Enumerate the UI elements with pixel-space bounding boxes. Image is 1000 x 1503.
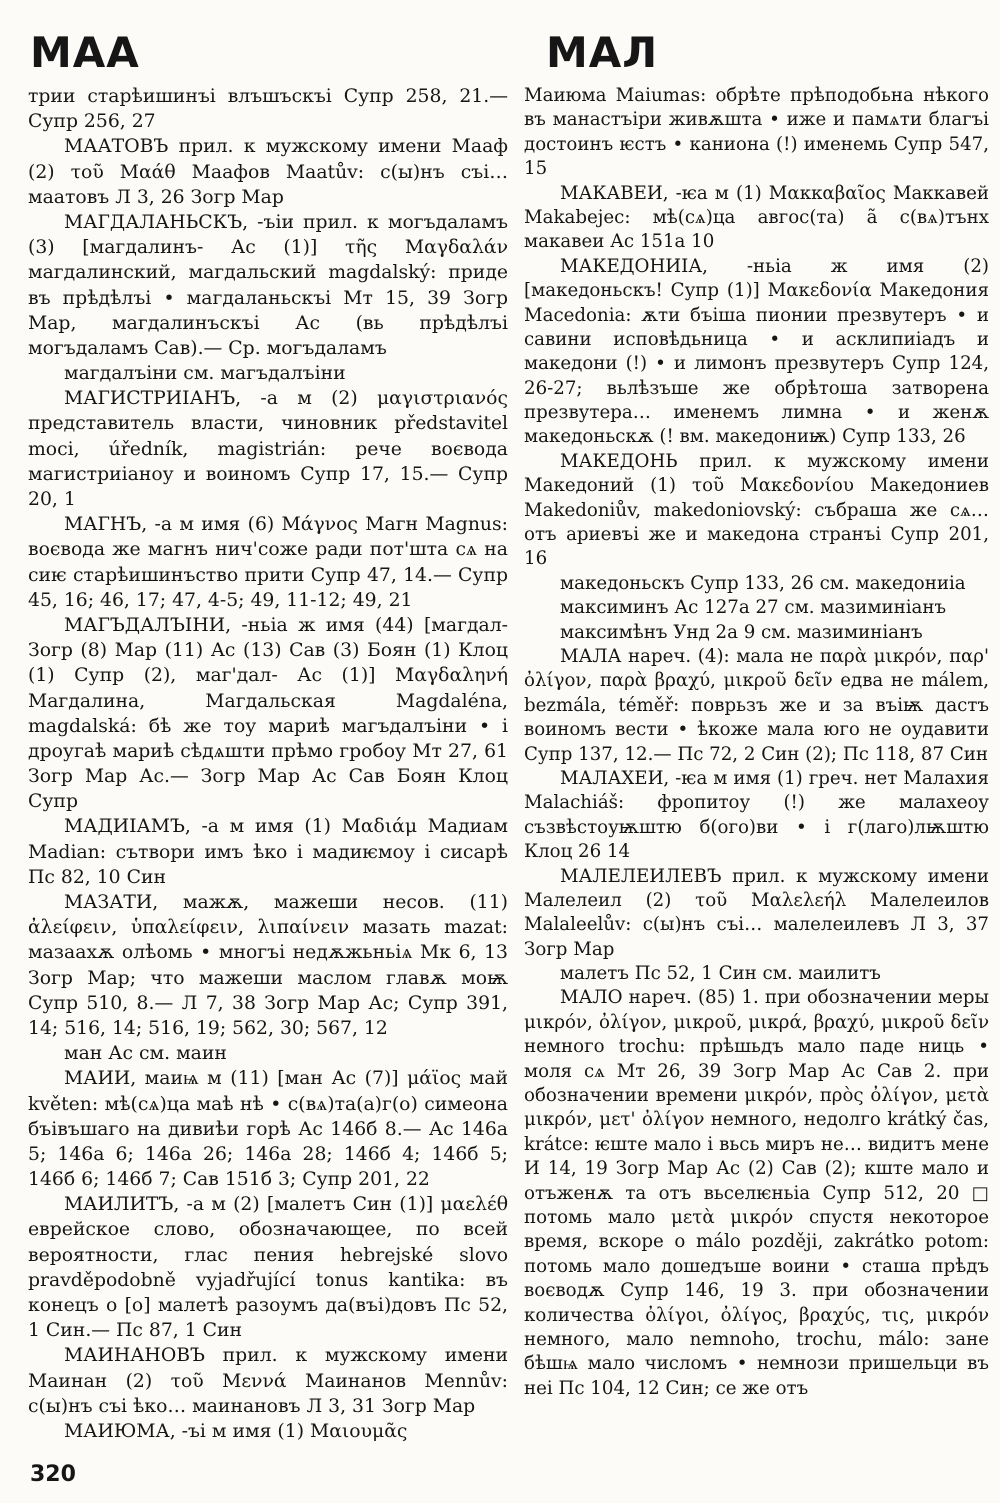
left-column: [28, 84, 508, 1444]
running-header-left: МАА: [30, 28, 140, 77]
dictionary-entry: максимѣнъ Унд 2а 9 см. мазиминіанъ: [560, 621, 923, 643]
dictionary-entry: МАИИ, маиѩ м (11) [ман Ас (7)] μάϊος май květen: мѣ(сѧ)ца маѣ нѣ • с(вѧ)та(а)г(о) симеона бъівъшаго на дивиѣи горѣ Ас 146б 8.— Ас 146а 5; 146а 6; 146а 26; 146а 28; 146б 4; 146б 5; 146б 6; 146б 7; Сав 151б 3; Супр 201, 22: [28, 1068, 508, 1191]
dictionary-entry: малетъ Пс 52, 1 Син см. маилитъ: [560, 963, 881, 985]
dictionary-entry: МАКЕДОНЬ прил. к мужскому имени Македоний (1) τοῦ Μακεδονίου Македониев Makedoniův, makedoniovský: събраша же сѧ… отъ ариевъі же и македона странъі Супр 201, 16: [524, 450, 989, 570]
page-number: 320: [30, 1462, 76, 1487]
dictionary-entry: МАЛАХЕИ, -ѥа м имя (1) греч. нет Малахия Malachiáš: фропитоу (!) же малахеоу съзвѣстоуѭштю б(ого)ви • і г(лаго)лѭштю Клоц 26 14: [524, 767, 989, 863]
dictionary-entry: максиминъ Ас 127а 27 см. мазиминіанъ: [560, 597, 947, 619]
running-header-right: МАЛ: [546, 28, 659, 77]
dictionary-entry: МАЛА нареч. (4): мала не παρὰ μικρόν, παρ' ὀλίγον, παρὰ βραχύ, μικροῦ δεῖν едва не málem, bezmála, téměř: поврьзъ же и за въіѭ дастъ воиномъ вести • ѣкоже мала юго не оудавити Супр 137, 12.— Пс 72, 2 Син (2); Пс 118, 87 Син: [524, 645, 989, 765]
dictionary-entry: МАКАВЕИ, -ѥа м (1) Μακκαβαῖος Маккавей Makabejec: мѣ(сѧ)ца авгос(та) а̃ с(вѧ)тънх макавеи Ас 151а 10: [524, 182, 989, 253]
dictionary-entry: МАЛЕЛЕИЛЕВЪ прил. к мужскому имени Малелеил (2) τοῦ Μαλελεήλ Малелеилов Malaleelův: с(ы)нъ съі… малелеилевъ Л 3, 37 Зогр Мар: [524, 865, 989, 960]
dictionary-entry: македоньскъ Супр 133, 26 см. македониіа: [560, 572, 966, 594]
dictionary-entry: МАГНЪ, -а м имя (6) Μάγνος Магн Magnus: воєвода же магнъ нич'соже ради пот'шта сѧ на сиѥ старѣишинъство прити Супр 47, 14.— Супр 45, 16; 46, 17; 47, 4-5; 49, 11-12; 49, 21: [28, 514, 508, 611]
dictionary-entry: МАКЕДОНИІА, -ньіа ж имя (2) [македоньскъ! Супр (1)] Μακεδονία Македония Macedonia: ѫти бъіша пионии презвутеръ • и савини исповѣдьница • и асклипиіадъ и македони (!) • и лимонъ презвутеръ Супр 124, 26-27; вьлѣзъше же обрѣтоша затворена презвутера… именемъ лимна • и женѫ македоньскѫ (! вм. македониѭ) Супр 133, 26: [524, 255, 989, 448]
dictionary-entry: ман Ас см. маин: [64, 1043, 227, 1065]
dictionary-entry: МАЗАТИ, мажѫ, мажеши несов. (11) ἀλείφειν, ὑπαλείφειν, λιπαίνειν мазать mazat: мазаахѫ олѣомь • многъі недѫжьньіѧ Мк 6, 13 Зогр Мар; что мажеши маслом главѫ моѭ Супр 510, 8.— Л 7, 38 Зогр Мар Ас; Супр 391, 14; 516, 14; 516, 19; 562, 30; 567, 12: [28, 892, 508, 1039]
right-column: [524, 84, 989, 1401]
dictionary-entry: Маиюма Maiumas: обрѣте прѣподобьна нѣкого въ манастъіри живѫшта • иже и памѧти благъі достоинъ ѥстъ • каниона (!) именемь Супр 547, 15: [524, 85, 989, 180]
dictionary-entry: МАЛО нареч. (85) 1. при обозначении меры μικρόν, ὀλίγον, μικροῦ, μικρά, βραχύ, μικροῦ δεῖν немного trochu: прѣшьдъ мало паде ниць • моля сѧ Мт 26, 39 Зогр Мар Ас Сав 2. при обозначении времени μικρόν, πρὸς ὀλίγον, μετὰ μικρόν, μετ' ὀλίγον немного, недолго krátký čas, krátce: ѥште мало і вьсь миръ не… видитъ мене И 14, 19 Зогр Мар Ас (2) Сав (2); кште мало и отъженѫ та отъ вьселѥньіа Супр 512, 20 □ потомь мало μετὰ μικρόν спустя некоторое время, вскоре о málo později, zakrátko potom: потомь мало дошедъше воини • сташа прѣдъ воєводѫ Супр 146, 19 3. при обозначении количества ὀλίγοι, ὀλίγος, βραχύς, τις, μικρόν немного, мало nemnoho, trochu, málo: зане бѣшѩ мало числомъ • немнози пришельци въ неі Пс 104, 12 Син; се же отъ: [524, 987, 989, 1399]
dictionary-entry: МАИЛИТЪ, -а м (2) [малетъ Син (1)] μαελέθ еврейское слово, обозначающее, по всей вероятности, глас пения hebrejské slovo pravděpodobně vyjadřující tonus kantika: въ конецъ о [о] малетѣ разоумъ да(въі)довъ Пс 52, 1 Син.— Пс 87, 1 Син: [28, 1194, 508, 1342]
dictionary-entry: МАГДАЛАНЬСКЪ, -ъіи прил. к могъдаламъ (3) [магдалинъ- Ас (1)] τῆς Μαγδαλάν магдалинский, магдальский magdalský: приде въ прѣдѣлъі • магдаланьскъі Мт 15, 39 Зогр Мар, магдалинъскъі Ас (вь прѣдѣлъі могъдаламъ Сав).— Ср. могъдаламъ: [28, 211, 508, 359]
dictionary-entry: МАИНАНОВЪ прил. к мужскому имени Маинан (2) τοῦ Μεννά Маинанов Mennův: с(ы)нъ съі ѣко… маинановъ Л 3, 31 Зогр Мар: [28, 1345, 508, 1417]
dictionary-entry: трии старѣишинъі влъшъскъі Супр 258, 21.— Супр 256, 27: [28, 86, 508, 133]
dictionary-entry: МАИЮМА, -ъі м имя (1) Μαιουμᾶς: [64, 1420, 408, 1442]
dictionary-entry: МАГЪДАЛЪІНИ, -ньіа ж имя (44) [магдал- Зогр (8) Мар (11) Ас (13) Сав (3) Боян (1) Клоц (1) Супр (2), маг'дал- Ас (1)] Μαγδαληνή Магдалина, Магдальская Magdaléna, magdalská: бѣ же тоу мариѣ магъдалъіни • і дроугаѣ мариѣ сѣдѧшти прѣмо гробоу Мт 27, 61 Зогр Мар Ас.— Зогр Мар Ас Сав Боян Клоц Супр: [28, 614, 508, 813]
dictionary-entry: магдалъіни см. магъдалъіни: [64, 363, 346, 385]
dictionary-entry: МАДИІАМЪ, -а м имя (1) Μαδιάμ Мадиам Madian: сътвори имъ ѣко і мадиѥмоу і сисарѣ Пс 82, 10 Син: [28, 816, 508, 888]
dictionary-entry: МАГИСТРИІАНЪ, -а м (2) μαγιστριανός представитель власти, чиновник představitel moci, úředník, magistrián: рече воєвода магистриіаноу и воиномъ Супр 17, 15.— Супр 20, 1: [28, 388, 508, 510]
dictionary-entry: МААТОВЪ прил. к мужскому имени Мааф (2) τοῦ Μαάθ Маафов Maatův: с(ы)нъ съі… маатовъ Л 3, 26 Зогр Мар: [28, 136, 508, 208]
